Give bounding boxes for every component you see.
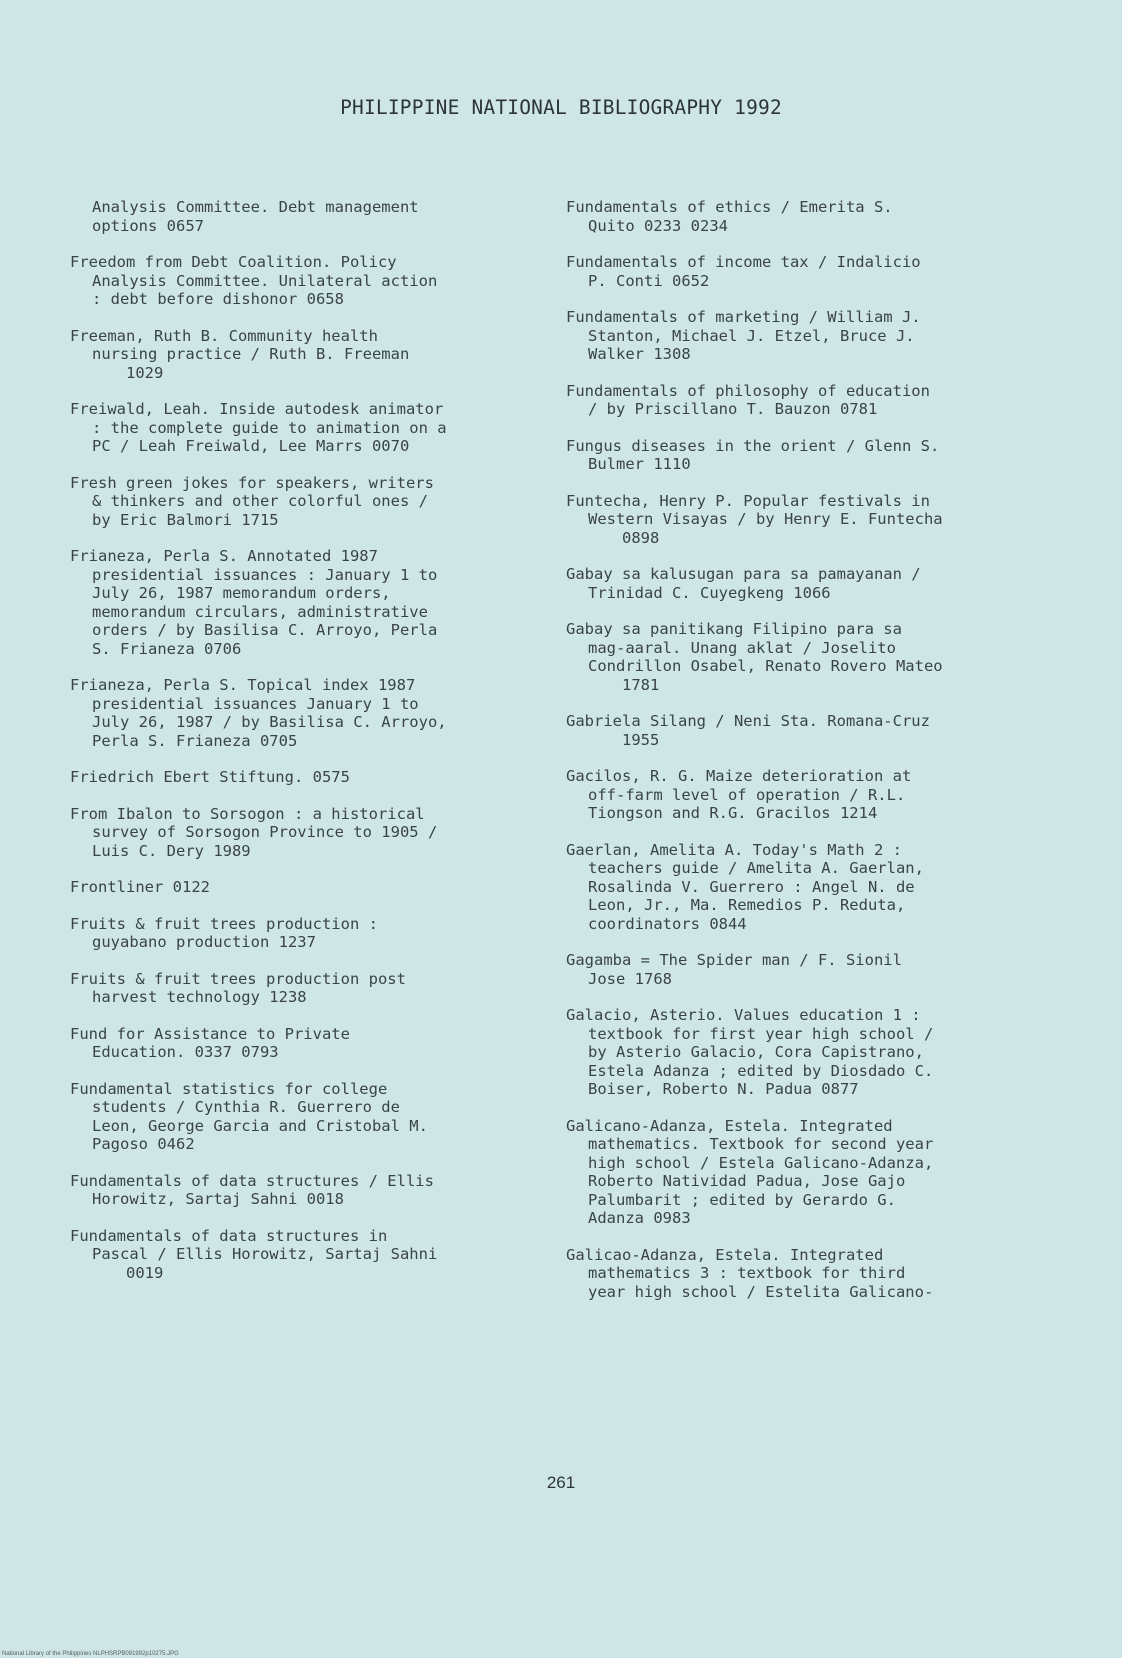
entry-continuation-line: textbook for first year high school / bbox=[588, 1024, 934, 1043]
entry-continuation-line: Estela Adanza ; edited by Diosdado C. bbox=[588, 1061, 934, 1080]
entry-continuation-line: teachers guide / Amelita A. Gaerlan, bbox=[588, 859, 924, 877]
entry-number: 1781 bbox=[622, 675, 660, 694]
entry-continuation-line: students / Cynthia R. Guerrero de bbox=[92, 1098, 400, 1116]
entry-continuation-line: mag-aaral. Unang aklat / Joselito bbox=[588, 638, 896, 657]
entry-continuation-line: Walker 1308 bbox=[588, 345, 691, 363]
bibliography-entry bbox=[566, 951, 1036, 988]
entry-heading-line: Fund for Assistance to Private bbox=[70, 1024, 350, 1043]
entry-continuation-line: high school / Estela Galicano-Adanza, bbox=[588, 1153, 934, 1172]
bibliography-entry bbox=[566, 1006, 1036, 1099]
entry-heading-line: Freeman, Ruth B. Community health bbox=[70, 326, 378, 345]
entry-continuation-line: & thinkers and other colorful ones / bbox=[92, 492, 428, 510]
entry-heading-line: Gagamba = The Spider man / F. Sionil bbox=[566, 951, 902, 969]
entry-continuation-line: presidential issuances : January 1 to bbox=[92, 565, 438, 584]
entry-heading-line: Galacio, Asterio. Values education 1 : bbox=[566, 1006, 921, 1024]
entry-continuation-line: nursing practice / Ruth B. Freeman bbox=[92, 345, 410, 363]
entry-continuation-line: July 26, 1987 / by Basilisa C. Arroyo, bbox=[92, 713, 447, 731]
entry-heading-line: Fungus diseases in the orient / Glenn S. bbox=[566, 436, 940, 455]
entry-continuation-line: Palumbarit ; edited by Gerardo G. bbox=[588, 1190, 896, 1209]
left-column bbox=[70, 198, 540, 1300]
entry-continuation-line: Adanza 0983 bbox=[588, 1209, 691, 1227]
entry-heading-line: Gabay sa panitikang Filipino para sa bbox=[566, 620, 902, 638]
entry-heading-line: Fundamentals of income tax / Indalicio bbox=[566, 253, 921, 271]
entry-continuation-line: Perla S. Frianeza 0705 bbox=[92, 731, 298, 750]
entry-heading-line: Funtecha, Henry P. Popular festivals in bbox=[566, 491, 930, 510]
entry-number: 1029 bbox=[126, 363, 164, 382]
bibliography-entry bbox=[70, 1227, 540, 1283]
entry-heading-line: Frontliner 0122 bbox=[70, 878, 210, 896]
entry-heading-line: Fundamentals of ethics / Emerita S. bbox=[566, 198, 893, 216]
entry-heading-line: Freedom from Debt Coalition. Policy bbox=[70, 253, 397, 271]
entry-continuation-line: Stanton, Michael J. Etzel, Bruce J. bbox=[588, 326, 915, 345]
bibliography-entry bbox=[70, 253, 540, 309]
entry-continuation-line: Boiser, Roberto N. Padua 0877 bbox=[588, 1080, 859, 1098]
entry-continuation-line: Rosalinda V. Guerrero : Angel N. de bbox=[588, 877, 915, 896]
entry-continuation-line: Tiongson and R.G. Gracilos 1214 bbox=[588, 804, 878, 822]
entry-continuation-line: / by Priscillano T. Bauzon 0781 bbox=[588, 400, 878, 418]
bibliography-entry bbox=[566, 620, 1036, 694]
entry-continuation-line: harvest technology 1238 bbox=[92, 988, 307, 1006]
entry-heading-line: From Ibalon to Sorsogon : a historical bbox=[70, 804, 425, 823]
bibliography-entry bbox=[566, 1246, 1036, 1302]
entry-continuation-line: Pascal / Ellis Horowitz, Sartaj Sahni bbox=[92, 1245, 438, 1263]
entry-heading-line: Frianeza, Perla S. Annotated 1987 bbox=[70, 547, 378, 565]
entry-continuation-line: Analysis Committee. Unilateral action bbox=[92, 271, 438, 290]
entry-continuation-line: orders / by Basilisa C. Arroyo, Perla bbox=[92, 621, 438, 639]
bibliography-entry bbox=[566, 492, 1036, 548]
entry-heading-line: Freiwald, Leah. Inside autodesk animator bbox=[70, 400, 444, 418]
entry-continuation-line: by Asterio Galacio, Cora Capistrano, bbox=[588, 1043, 924, 1061]
entry-continuation-line: Bulmer 1110 bbox=[588, 455, 691, 473]
entry-continuation-line: July 26, 1987 memorandum orders, bbox=[92, 584, 391, 602]
bibliography-entry bbox=[70, 198, 540, 235]
entry-continuation-line: mathematics. Textbook for second year bbox=[588, 1135, 934, 1153]
entry-continuation-line: Condrillon Osabel, Renato Rovero Mateo bbox=[588, 657, 943, 675]
bibliography-entry bbox=[566, 198, 1036, 235]
entry-continuation-line: Western Visayas / by Henry E. Funtecha bbox=[588, 510, 943, 528]
entry-heading-line: Gaerlan, Amelita A. Today's Math 2 : bbox=[566, 840, 902, 859]
entry-continuation-line: options 0657 bbox=[92, 216, 204, 235]
entry-number: 0019 bbox=[126, 1263, 164, 1282]
entry-heading-line: Friedrich Ebert Stiftung. 0575 bbox=[70, 768, 350, 786]
bibliography-entry bbox=[70, 970, 540, 1007]
entry-continuation-line: Pagoso 0462 bbox=[92, 1135, 195, 1153]
entry-heading-line: Galicao-Adanza, Estela. Integrated bbox=[566, 1245, 884, 1264]
entry-heading-line: Fundamental statistics for college bbox=[70, 1079, 388, 1098]
entry-number: 1955 bbox=[622, 730, 660, 749]
entry-continuation-line: presidential issuances January 1 to bbox=[92, 694, 419, 713]
entry-continuation-line: Education. 0337 0793 bbox=[92, 1043, 279, 1061]
bibliography-entry bbox=[566, 712, 1036, 749]
bibliography-entry bbox=[566, 1117, 1036, 1228]
bibliography-entry bbox=[70, 676, 540, 750]
entry-continuation-line: Leon, George Garcia and Cristobal M. bbox=[92, 1116, 428, 1135]
entry-continuation-line: Leon, Jr., Ma. Remedios P. Reduta, bbox=[588, 896, 906, 914]
bibliography-entry bbox=[70, 1025, 540, 1062]
entry-continuation-line: PC / Leah Freiwald, Lee Marrs 0070 bbox=[92, 437, 410, 455]
entry-heading-line: Frianeza, Perla S. Topical index 1987 bbox=[70, 676, 416, 694]
entry-continuation-line: Jose 1768 bbox=[588, 969, 672, 988]
entry-continuation-line: Trinidad C. Cuyegkeng 1066 bbox=[588, 583, 831, 602]
entry-continuation-line: coordinators 0844 bbox=[588, 914, 747, 933]
bibliography-entry bbox=[70, 327, 540, 383]
bibliography-entry bbox=[566, 841, 1036, 934]
bibliography-entry bbox=[70, 805, 540, 861]
entry-continuation-line: Roberto Natividad Padua, Jose Gajo bbox=[588, 1172, 906, 1190]
bibliography-entry bbox=[566, 253, 1036, 290]
bibliography-entry bbox=[70, 768, 540, 787]
entry-heading-line: Gacilos, R. G. Maize deterioration at bbox=[566, 767, 912, 785]
bibliography-entry bbox=[566, 308, 1036, 364]
entry-continuation-line: : the complete guide to animation on a bbox=[92, 418, 447, 437]
bibliography-entry bbox=[70, 915, 540, 952]
bibliography-entry bbox=[70, 878, 540, 897]
bibliography-entry bbox=[566, 767, 1036, 823]
entry-continuation-line: : debt before dishonor 0658 bbox=[92, 290, 344, 308]
entry-continuation-line: guyabano production 1237 bbox=[92, 933, 316, 951]
bibliography-entry bbox=[70, 474, 540, 530]
entry-continuation-line: year high school / Estelita Galicano- bbox=[588, 1282, 934, 1301]
entry-heading-line: Galicano-Adanza, Estela. Integrated bbox=[566, 1116, 893, 1135]
entry-heading-line: Analysis Committee. Debt management bbox=[92, 198, 419, 216]
bibliography-entry bbox=[70, 547, 540, 658]
entry-heading-line: Fundamentals of data structures in bbox=[70, 1226, 388, 1245]
entry-continuation-line: P. Conti 0652 bbox=[588, 271, 710, 290]
bibliography-entry bbox=[70, 400, 540, 456]
entry-continuation-line: Horowitz, Sartaj Sahni 0018 bbox=[92, 1190, 344, 1208]
bibliography-entry bbox=[566, 382, 1036, 419]
entry-continuation-line: S. Frianeza 0706 bbox=[92, 639, 242, 658]
footer-caption: National Library of the Philippines NLPHSRPB091992p10275.JPG bbox=[2, 1651, 179, 1657]
bibliography-entry bbox=[70, 1172, 540, 1209]
entry-continuation-line: by Eric Balmori 1715 bbox=[92, 510, 279, 529]
page-number: 261 bbox=[546, 1473, 576, 1492]
entry-continuation-line: memorandum circulars, administrative bbox=[92, 602, 428, 621]
entry-heading-line: Fundamentals of marketing / William J. bbox=[566, 308, 921, 326]
entry-heading-line: Gabriela Silang / Neni Sta. Romana-Cruz bbox=[566, 712, 930, 730]
page-title: PHILIPPINE NATIONAL BIBLIOGRAPHY 1992 bbox=[340, 96, 782, 119]
entry-heading-line: Fresh green jokes for speakers, writers bbox=[70, 473, 434, 492]
entry-heading-line: Fruits & fruit trees production post bbox=[70, 969, 406, 988]
entry-heading-line: Fundamentals of philosophy of education bbox=[566, 381, 930, 400]
bibliography-entry bbox=[566, 565, 1036, 602]
bibliography-entry bbox=[566, 437, 1036, 474]
entry-continuation-line: Quito 0233 0234 bbox=[588, 216, 728, 235]
bibliography-entry bbox=[70, 1080, 540, 1154]
entry-number: 0898 bbox=[622, 528, 660, 547]
entry-continuation-line: survey of Sorsogon Province to 1905 / bbox=[92, 823, 438, 841]
entry-heading-line: Gabay sa kalusugan para sa pamayanan / bbox=[566, 565, 921, 583]
entry-continuation-line: Luis C. Dery 1989 bbox=[92, 841, 251, 860]
entry-continuation-line: mathematics 3 : textbook for third bbox=[588, 1264, 906, 1282]
entry-heading-line: Fundamentals of data structures / Ellis bbox=[70, 1171, 434, 1190]
entry-continuation-line: off-farm level of operation / R.L. bbox=[588, 785, 906, 804]
right-column bbox=[566, 198, 1036, 1319]
entry-heading-line: Fruits & fruit trees production : bbox=[70, 914, 378, 933]
